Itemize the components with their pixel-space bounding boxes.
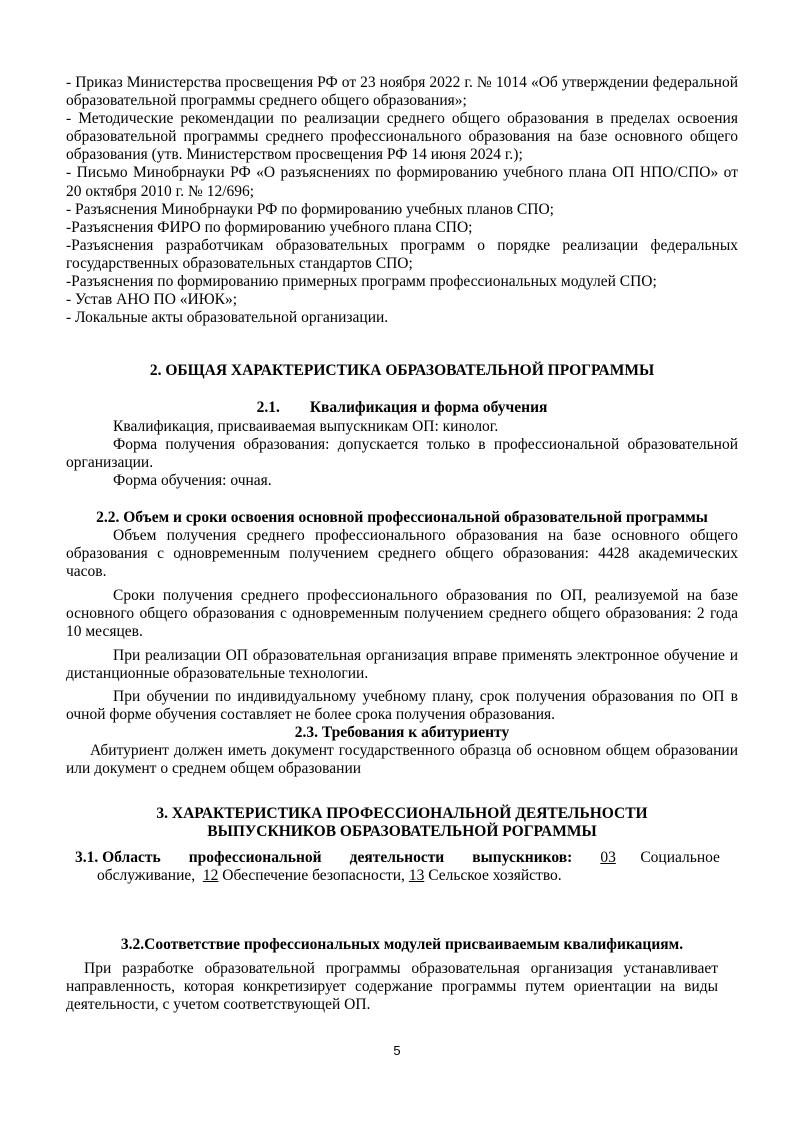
section-2-heading: 2. ОБЩАЯ ХАРАКТЕРИСТИКА ОБРАЗОВАТЕЛЬНОЙ ПРОГРАММЫ (149, 362, 655, 380)
code: 12 (202, 867, 219, 885)
paragraph: Квалификация, присваиваемая выпускникам ОП: кинолог. (113, 417, 499, 435)
subsection-2-2-heading: 2.2. Объем и сроки освоения основной профессиональной образовательной программы (96, 508, 708, 526)
paragraph: Сроки получения среднего профессионального образования по ОП, реализуемой на базе основного общего образования с одновременным получением среднего общего образования: 2 года 10 месяцев. (66, 587, 738, 641)
area-name: Сельское хозяйство. (428, 867, 562, 885)
area-word: выпускников: (472, 849, 573, 867)
code: 13 (408, 867, 425, 885)
paragraph: Объем получения среднего профессионального образования на базе основного общего образования с одновременным получением среднего общего образования: 4428 академических часов. (66, 526, 738, 581)
page-number: 5 (393, 1043, 401, 1058)
list-item: - Локальные акты образовательной организации. (66, 309, 389, 327)
subsection-3-2-heading: 3.2.Соответствие профессиональных модулей присваиваемым квалификациям. (120, 935, 684, 953)
area-code-1 (600, 849, 720, 867)
activity-area-line (75, 849, 720, 867)
area-name: Обеспечение безопасности, (222, 867, 405, 885)
list-item: - Разъяснения Минобрнауки РФ по формированию учебных планов СПО; (66, 200, 554, 218)
list-item: -Разъяснения ФИРО по формированию учебного плана СПО; (66, 218, 473, 236)
subsection-title: Квалификация и форма обучения (309, 399, 548, 417)
paragraph: Форма получения образования: допускается только в профессиональной образовательной организации. (66, 435, 738, 471)
paragraph: При реализации ОП образовательная организация вправе применять электронное обучение и дистанционные образовательные технологии. (66, 646, 738, 682)
list-item: - Письмо Минобрнауки РФ «О разъяснениях по формированию учебного плана ОП НПО/СПО» от 20 октября 2010 г. № 12/696; (66, 164, 738, 200)
section-3-heading-line-2: ВЫПУСКНИКОВ ОБРАЗОВАТЕЛЬНОЙ РОГРАММЫ (207, 823, 597, 841)
area-name: обслуживание, (97, 867, 196, 885)
paragraph: При разработке образовательной программы образовательная организация устанавливает направленность, которая конкретизирует содержание программы путем ориентации на виды деятельности, с учетом соответствующей ОП. (66, 959, 718, 1013)
list-item: - Устав АНО ПО «ИЮК»; (66, 291, 238, 309)
code: 03 (600, 849, 616, 867)
area-word: деятельности (349, 849, 445, 867)
list-item: - Методические рекомендации по реализации среднего общего образования в пределах освоения образовательной программы среднего профессионального образования на базе основного общего образования (утв. Министерством просвещения РФ 14 июня 2024 г.); (66, 110, 738, 164)
legal-basis-list (66, 74, 738, 327)
list-item: -Разъяснения разработчикам образовательных программ о порядке реализации федеральных государственных образовательных стандартов СПО; (66, 236, 738, 272)
subsection-2-3-heading: 2.3. Требования к абитуриенту (294, 723, 510, 741)
document-page (66, 74, 738, 1014)
subsection-2-1-heading (66, 399, 738, 417)
paragraph: Форма обучения: очная. (113, 471, 272, 489)
paragraph: При обучении по индивидуальному учебному плану, срок получения образования по ОП в очной форме обучения составляет не более срока получения образования. (66, 687, 738, 723)
area-label: 3.1. Область (75, 849, 161, 867)
list-item: - Приказ Министерства просвещения РФ от 23 ноября 2022 г. № 1014 «Об утверждении федеральной образовательной программы среднего общего образования»; (66, 74, 738, 110)
subsection-number: 2.1. (256, 399, 280, 417)
section-3-heading-line-1: 3. ХАРАКТЕРИСТИКА ПРОФЕССИОНАЛЬНОЙ ДЕЯТЕЛЬНОСТИ (156, 805, 648, 823)
paragraph: Абитуриент должен иметь документ государственного образца об основном общем образовании или документ о среднем общем образовании (66, 742, 738, 778)
area-name: Социальное (640, 849, 720, 867)
subsection-3-1 (75, 849, 720, 885)
area-word: профессиональной (188, 849, 322, 867)
list-item: -Разъяснения по формированию примерных программ профессиональных модулей СПО; (66, 273, 657, 291)
activity-area-continuation (75, 867, 720, 885)
